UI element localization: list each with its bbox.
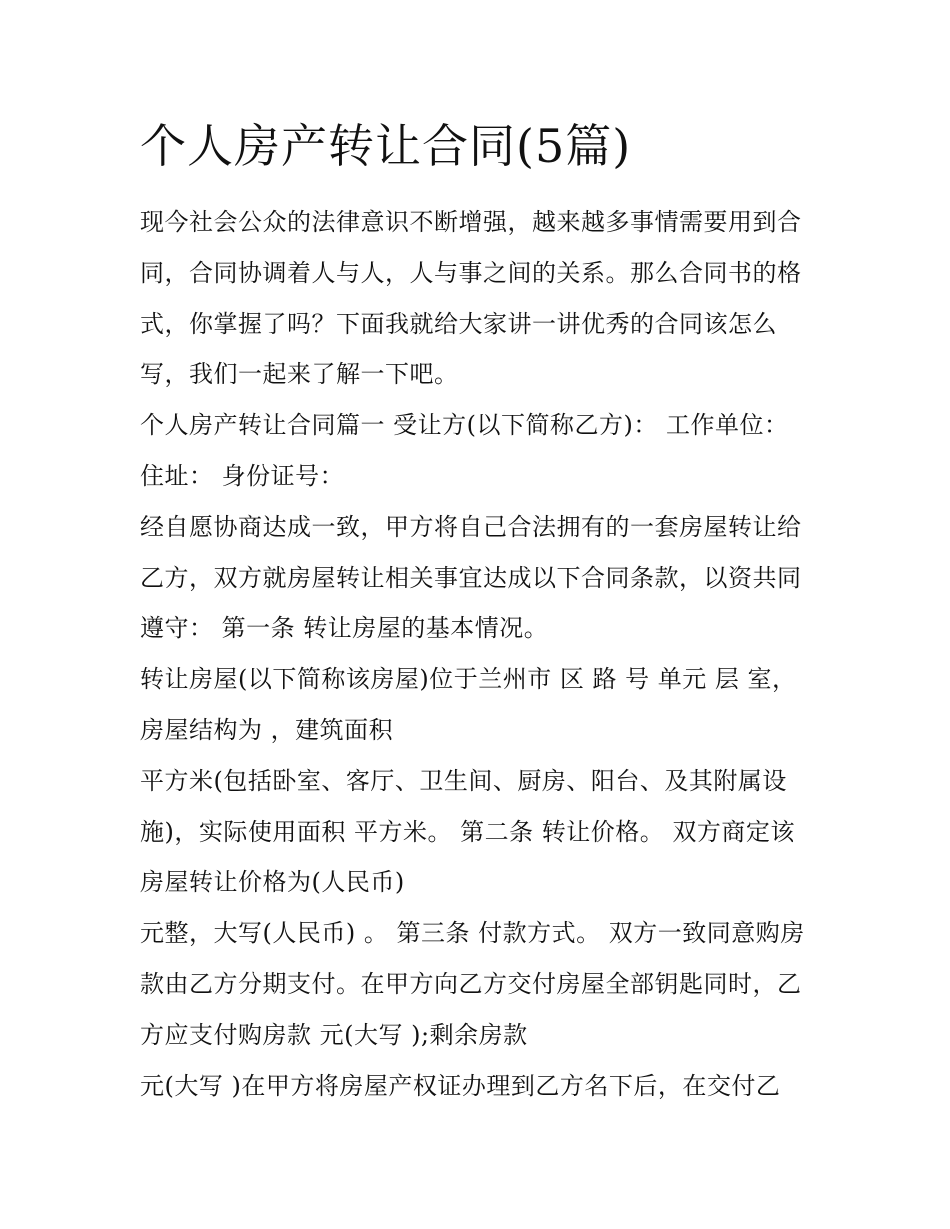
body-line: 房屋结构为 ，建筑面积 bbox=[140, 715, 394, 744]
body-line: 款由乙方分期支付。在甲方向乙方交付房屋全部钥匙同时，乙 bbox=[140, 969, 802, 998]
body-line: 住址： 身份证号： bbox=[140, 461, 345, 490]
body-line: 现今社会公众的法律意识不断增强，越来越多事情需要用到合 bbox=[140, 208, 802, 236]
body-line: 转让房屋(以下简称该房屋)位于兰州市 区 路 号 单元 层 室， bbox=[140, 665, 797, 694]
body-line: 方应支付购房款 元(大写 );剩余房款 bbox=[140, 1020, 528, 1049]
document-title: 个人房产转让合同(5篇) bbox=[140, 119, 632, 173]
body-line: 写，我们一起来了解一下吧。 bbox=[140, 360, 459, 389]
body-line: 乙方，双方就房屋转让相关事宜达成以下合同条款，以资共同 bbox=[140, 563, 802, 592]
body-line: 平方米(包括卧室、客厅、卫生间、厨房、阳台、及其附属设 bbox=[140, 766, 787, 795]
body-line: 式，你掌握了吗？下面我就给大家讲一讲优秀的合同该怎么 bbox=[140, 309, 777, 338]
body-line: 房屋转让价格为(人民币) bbox=[140, 868, 405, 897]
document-body bbox=[140, 203, 820, 1117]
body-line: 经自愿协商达成一致，甲方将自己合法拥有的一套房屋转让给 bbox=[140, 512, 802, 541]
body-line: 个人房产转让合同篇一 受让方(以下简称乙方)： 工作单位： bbox=[140, 411, 789, 440]
body-line: 同，合同协调着人与人，人与事之间的关系。那么合同书的格 bbox=[140, 258, 802, 287]
body-line: 施)，实际使用面积 平方米。 第二条 转让价格。 双方商定该 bbox=[140, 817, 795, 846]
body-line: 遵守： 第一条 转让房屋的基本情况。 bbox=[140, 614, 549, 643]
body-line: 元(大写 )在甲方将房屋产权证办理到乙方名下后，在交付乙 bbox=[140, 1071, 781, 1100]
body-line: 元整，大写(人民币) 。 第三条 付款方式。 双方一致同意购房 bbox=[140, 919, 805, 948]
